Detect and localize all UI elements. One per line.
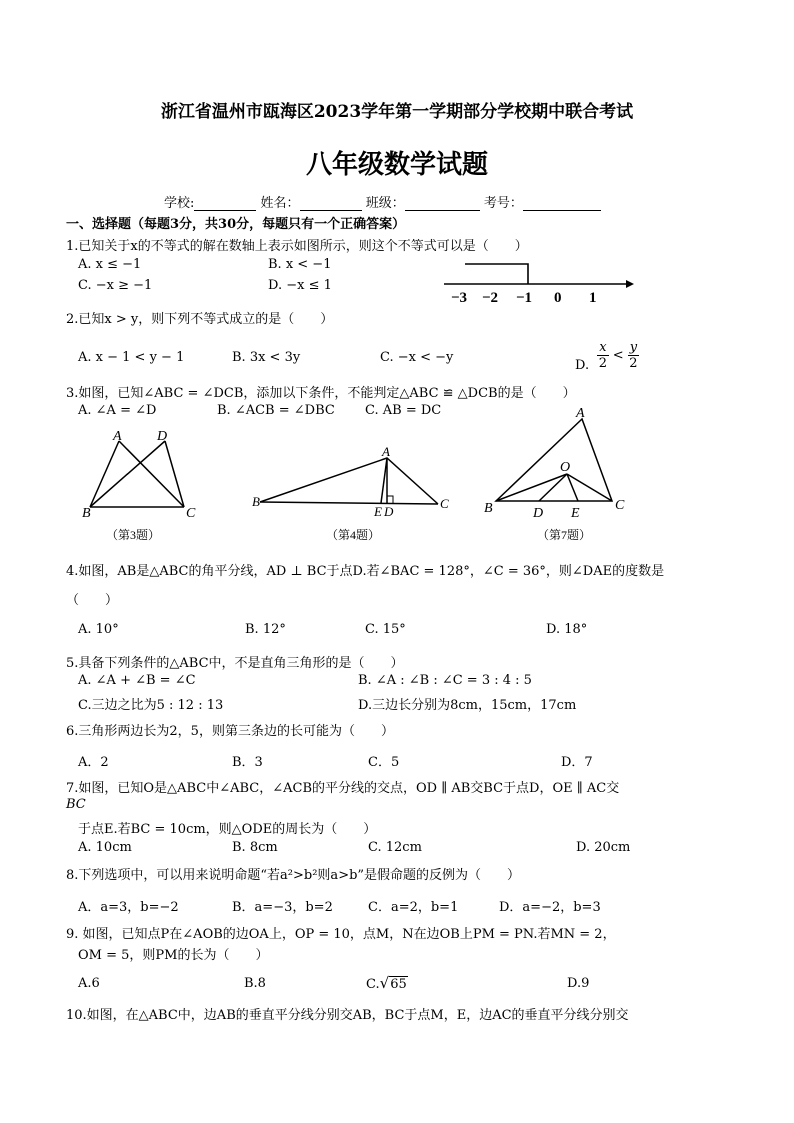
q8-option-c: C．a=2，b=1 — [368, 900, 459, 915]
q1-option-b: B. x < −1 — [268, 257, 332, 272]
figure-caption: （第3题） — [106, 528, 161, 542]
q1-option-d: D. −x ≤ 1 — [268, 278, 332, 293]
q5-option-a: A. ∠A + ∠B = ∠C — [78, 673, 196, 688]
q7-stem-cont2: 于点E.若BC = 10cm，则△ODE的周长为（ ） — [78, 822, 377, 837]
tick-label: 1 — [589, 290, 597, 306]
q5-option-c: C.三边之比为5 : 12 : 13 — [78, 698, 224, 713]
point-label: C — [440, 496, 449, 511]
number-field[interactable] — [523, 196, 601, 211]
exam-subtitle: 八年级数学试题 — [305, 150, 488, 180]
q9-option-d: D.9 — [567, 976, 590, 991]
school-label: 学校: — [164, 196, 195, 211]
point-label: A — [382, 444, 390, 459]
point-label: A — [576, 406, 585, 421]
q2-option-a: A. x − 1 < y − 1 — [78, 350, 185, 365]
point-label: E — [571, 506, 580, 521]
point-label: A — [113, 429, 122, 444]
point-label: D — [384, 504, 394, 519]
q1-option-a: A. x ≤ −1 — [78, 257, 142, 272]
q9-option-a: A.6 — [78, 976, 100, 991]
sqrt-icon: √ — [379, 974, 390, 992]
q3-option-b: B. ∠ACB = ∠DBC — [217, 403, 335, 418]
q7-option-d: D. 20cm — [576, 840, 631, 855]
q5-option-b: B. ∠A : ∠B : ∠C = 3 : 4 : 5 — [358, 673, 532, 688]
q7-stem: 7.如图，已知O是△ABC中∠ABC，∠ACB的平分线的交点，OD ∥ AB交BC于点D，OE ∥ AC交 — [66, 781, 620, 796]
q3-stem: 3.如图，已知∠ABC = ∠DCB，添加以下条件，不能判定△ABC ≌ △DCB的是（ ） — [66, 386, 576, 401]
point-label: B — [82, 506, 91, 521]
q2-option-d: D. $\frac{x}{2}$ < $\frac{y}{2}$ — [575, 340, 638, 373]
q7-option-a: A. 10cm — [78, 840, 132, 855]
point-label: C — [615, 498, 625, 513]
q9-stem: 9. 如图，已知点P在∠AOB的边OA上，OP = 10，点M，N在边OB上PM = PN.若MN = 2， — [66, 927, 616, 942]
figure-q3 — [80, 425, 200, 547]
point-label: D — [533, 506, 544, 521]
point-label: B — [252, 494, 260, 509]
q9-stem-cont: OM = 5，则PM的长为（ ） — [78, 948, 269, 963]
point-label: C — [186, 506, 196, 521]
q6-option-a: A．2 — [78, 755, 109, 770]
figure-q4 — [250, 442, 460, 547]
figure-caption: （第7题） — [537, 528, 592, 542]
section-heading: 一、选择题（每题3分，共30分，每题只有一个正确答案） — [66, 217, 406, 232]
q8-option-b: B．a=−3，b=2 — [232, 900, 333, 915]
point-label: E — [374, 504, 382, 519]
q4-option-b: B. 12° — [245, 622, 286, 637]
q5-option-d: D.三边长分别为8cm，15cm，17cm — [358, 698, 577, 713]
q8-stem: 8.下列选项中，可以用来说明命题“若a²>b²则a>b”是假命题的反例为（ ） — [66, 868, 521, 883]
q6-option-b: B．3 — [232, 755, 263, 770]
name-field[interactable] — [300, 196, 362, 211]
school-field[interactable] — [194, 196, 256, 211]
q9-option-b: B.8 — [244, 976, 266, 991]
q6-stem: 6.三角形两边长为2，5，则第三条边的长可能为（ ） — [66, 724, 394, 739]
figure-caption: （第4题） — [326, 528, 381, 542]
point-label: O — [560, 460, 571, 475]
number-label: 考号： — [483, 196, 523, 211]
q4-option-c: C. 15° — [365, 622, 406, 637]
info-line — [164, 192, 601, 211]
name-label: 姓名： — [260, 196, 300, 211]
class-label: 班级： — [365, 196, 405, 211]
q7-option-c: C. 12cm — [368, 840, 422, 855]
tick-label: −2 — [482, 290, 499, 306]
q5-stem: 5.具备下列条件的△ABC中，不是直角三角形的是（ ） — [66, 656, 404, 671]
figure-q7 — [482, 405, 632, 547]
exam-title: 浙江省温州市瓯海区2023学年第一学期部分学校期中联合考试 — [160, 102, 634, 122]
q8-option-d: D．a=−2，b=3 — [499, 900, 601, 915]
q1-option-c: C. −x ≥ −1 — [78, 278, 153, 293]
q10-stem: 10.如图，在△ABC中，边AB的垂直平分线分别交AB，BC于点M，E，边AC的垂直平分线分别交 — [66, 1008, 629, 1023]
q4-stem-cont: （ ） — [66, 593, 119, 608]
point-label: B — [484, 501, 493, 516]
q9-option-c: C.√65 — [366, 974, 407, 992]
number-line-figure — [440, 258, 640, 306]
q2-option-b: B. 3x < 3y — [232, 350, 301, 365]
q4-stem: 4.如图，AB是△ABC的角平分线，AD ⊥ BC于点D.若∠BAC = 128°，∠C = 36°，则∠DAE的度数是 — [66, 564, 665, 579]
q8-option-a: A．a=3，b=−2 — [78, 900, 179, 915]
q2-option-c: C. −x < −y — [380, 350, 454, 365]
q3-option-a: A. ∠A = ∠D — [78, 403, 157, 418]
tick-label: −3 — [451, 290, 468, 306]
q6-option-c: C．5 — [368, 755, 400, 770]
class-field[interactable] — [405, 196, 480, 211]
point-label: D — [157, 429, 168, 444]
q4-option-d: D. 18° — [546, 622, 588, 637]
tick-label: −1 — [516, 290, 533, 306]
q4-option-a: A. 10° — [78, 622, 119, 637]
q7-option-b: B. 8cm — [232, 840, 278, 855]
q3-option-c: C. AB = DC — [365, 403, 442, 418]
tick-label: 0 — [554, 290, 562, 306]
q7-stem-cont: BC — [66, 797, 86, 812]
q6-option-d: D．7 — [561, 755, 593, 770]
q2-stem: 2.已知x > y，则下列不等式成立的是（ ） — [66, 312, 334, 327]
q1-stem: 1.已知关于x的不等式的解在数轴上表示如图所示，则这个不等式可以是（ ） — [66, 239, 528, 254]
